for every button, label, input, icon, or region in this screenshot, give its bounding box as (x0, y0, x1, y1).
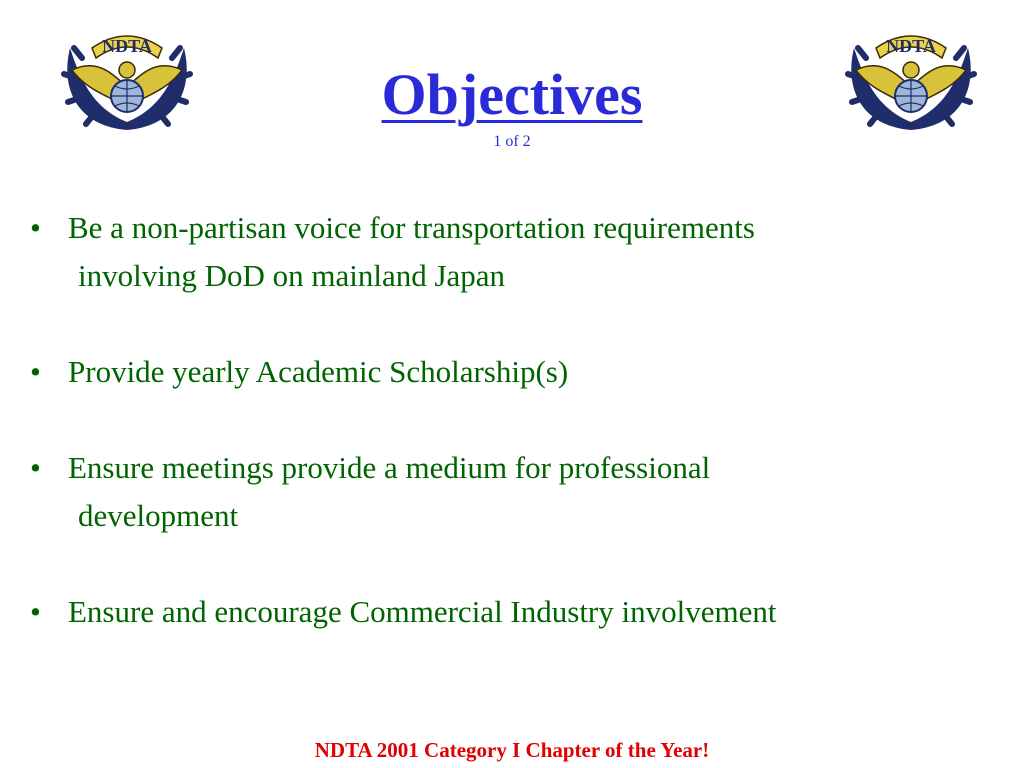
bullet-dot-icon: • (30, 594, 41, 629)
bullet-text: Provide yearly Academic Scholarship(s) (68, 354, 569, 389)
bullet-dot-icon: • (30, 354, 41, 389)
bullet-item (30, 444, 1020, 540)
bullet-dot-icon: • (30, 210, 41, 245)
bullet-text: Be a non-partisan voice for transportation requirements (68, 210, 755, 245)
objectives-list (30, 204, 1020, 684)
logo-text-right: NDTA (886, 36, 936, 56)
bullet-item (30, 588, 1020, 636)
bullet-item (30, 204, 1020, 300)
slide-footer: NDTA 2001 Category I Chapter of the Year! (314, 738, 710, 762)
logo-text-left: NDTA (102, 36, 152, 56)
bullet-item (30, 348, 1020, 396)
slide-page-indicator: 1 of 2 (493, 133, 531, 150)
bullet-text: Ensure meetings provide a medium for professional (68, 450, 711, 485)
slide-title: Objectives (381, 62, 643, 127)
bullet-text-continuation: involving DoD on mainland Japan (78, 258, 506, 293)
bullet-dot-icon: • (30, 450, 41, 485)
bullet-text-continuation: development (78, 498, 239, 533)
bullet-text: Ensure and encourage Commercial Industry involvement (68, 594, 777, 629)
